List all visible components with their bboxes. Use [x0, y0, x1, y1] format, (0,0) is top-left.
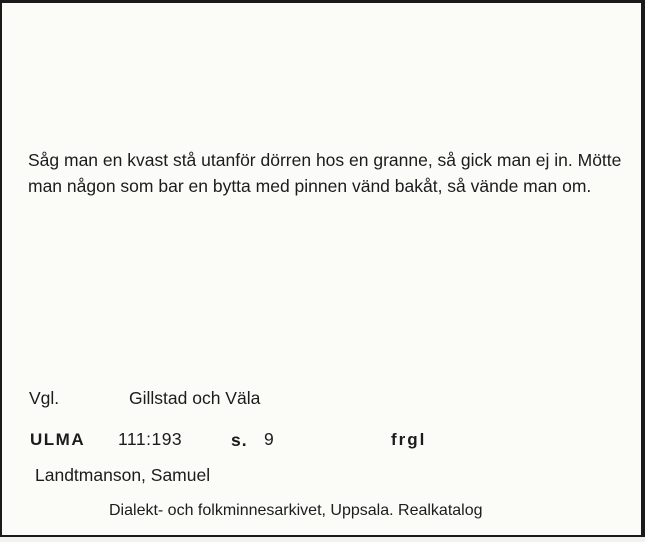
collector-name: Landtmanson, Samuel — [35, 465, 211, 485]
archive-number: 111:193 — [118, 429, 183, 449]
card-edge — [0, 537, 645, 542]
page-number: 9 — [264, 429, 274, 449]
card-text: Såg man en kvast stå utanför dörren hos en granne, så gick man ej in. Mötte man någon som bar en bytta med pinnen vänd bakåt, så vände man om. — [28, 150, 622, 196]
page-label: s. — [231, 430, 248, 450]
genre-code: frgl — [391, 430, 427, 449]
archive-footer: Dialekt- och folkminnesarkivet, Uppsala. Realkatalog — [109, 502, 483, 519]
archive-code: ULMA — [30, 430, 86, 449]
place-name: Gillstad och Väla — [129, 388, 261, 408]
region-label: Vgl. — [29, 388, 60, 408]
catalog-card — [2, 3, 641, 535]
